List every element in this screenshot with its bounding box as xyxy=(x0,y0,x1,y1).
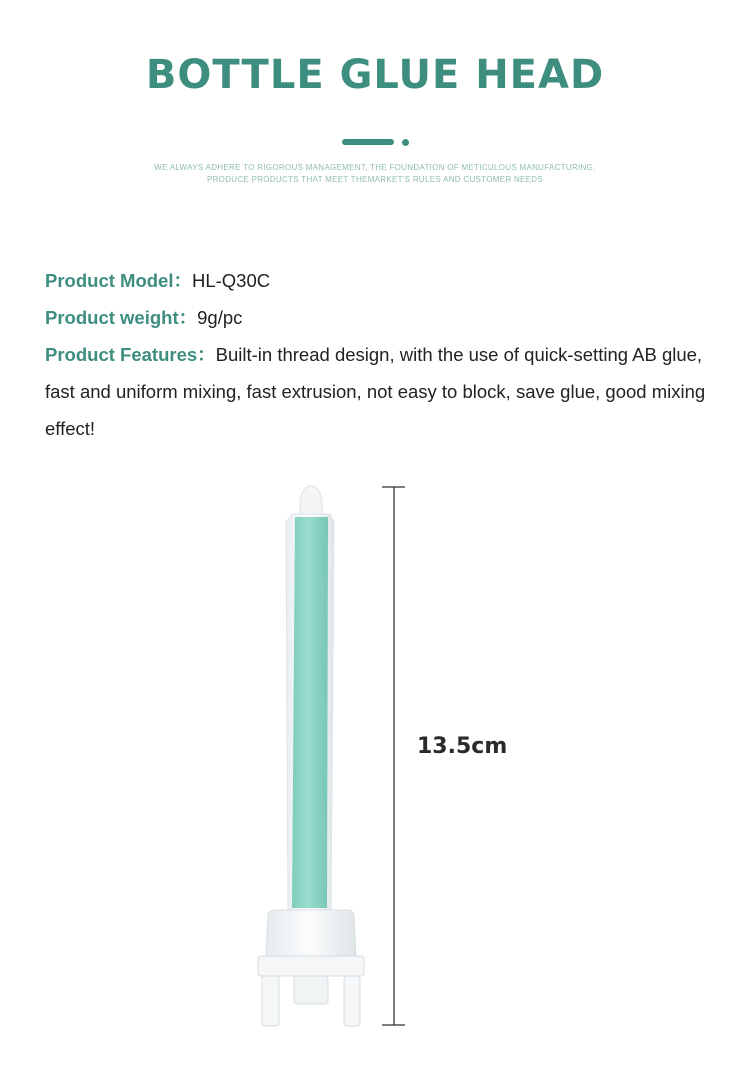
spec-features xyxy=(45,336,710,447)
nozzle-tip xyxy=(300,486,322,514)
spec-weight-value: 9g/pc xyxy=(197,307,243,328)
spec-weight-label: Product weight： xyxy=(45,307,198,328)
bayonet-ring xyxy=(258,956,364,976)
divider-bar xyxy=(342,139,394,145)
tagline-line-1: WE ALWAYS ADHERE TO RIGOROUS MANAGEMENT, THE FOUNDATION OF METICULOUS MANUFACTURING, xyxy=(154,163,596,172)
spec-model-value: HL-Q30C xyxy=(191,270,271,291)
left-leg xyxy=(262,976,279,1026)
mixing-element xyxy=(292,517,328,908)
spec-weight xyxy=(45,299,710,336)
product-specs xyxy=(45,262,710,447)
divider-dot xyxy=(402,139,409,146)
tagline-line-2: PRODUCE PRODUCTS THAT MEET THEMARKET'S RULES AND CUSTOMER NEEDS xyxy=(206,175,544,184)
product-figure xyxy=(0,470,750,1050)
right-leg xyxy=(344,976,360,1026)
base-collar xyxy=(266,910,356,956)
spec-features-label: Product Features： xyxy=(45,344,216,365)
center-plug xyxy=(294,976,328,1004)
spec-model xyxy=(45,262,710,299)
dimension-label: 13.5cm xyxy=(417,734,508,759)
product-image xyxy=(0,470,750,1050)
page-title: BOTTLE GLUE HEAD xyxy=(145,52,605,98)
spec-model-label: Product Model： xyxy=(45,270,192,291)
dimension-line xyxy=(382,487,405,1025)
spec-features-value: Built-in thread design, with the use of quick-setting AB glue, fast and uniform mixing, fast extrusion, not easy to block, save glue, good mixing effect! xyxy=(45,344,706,439)
